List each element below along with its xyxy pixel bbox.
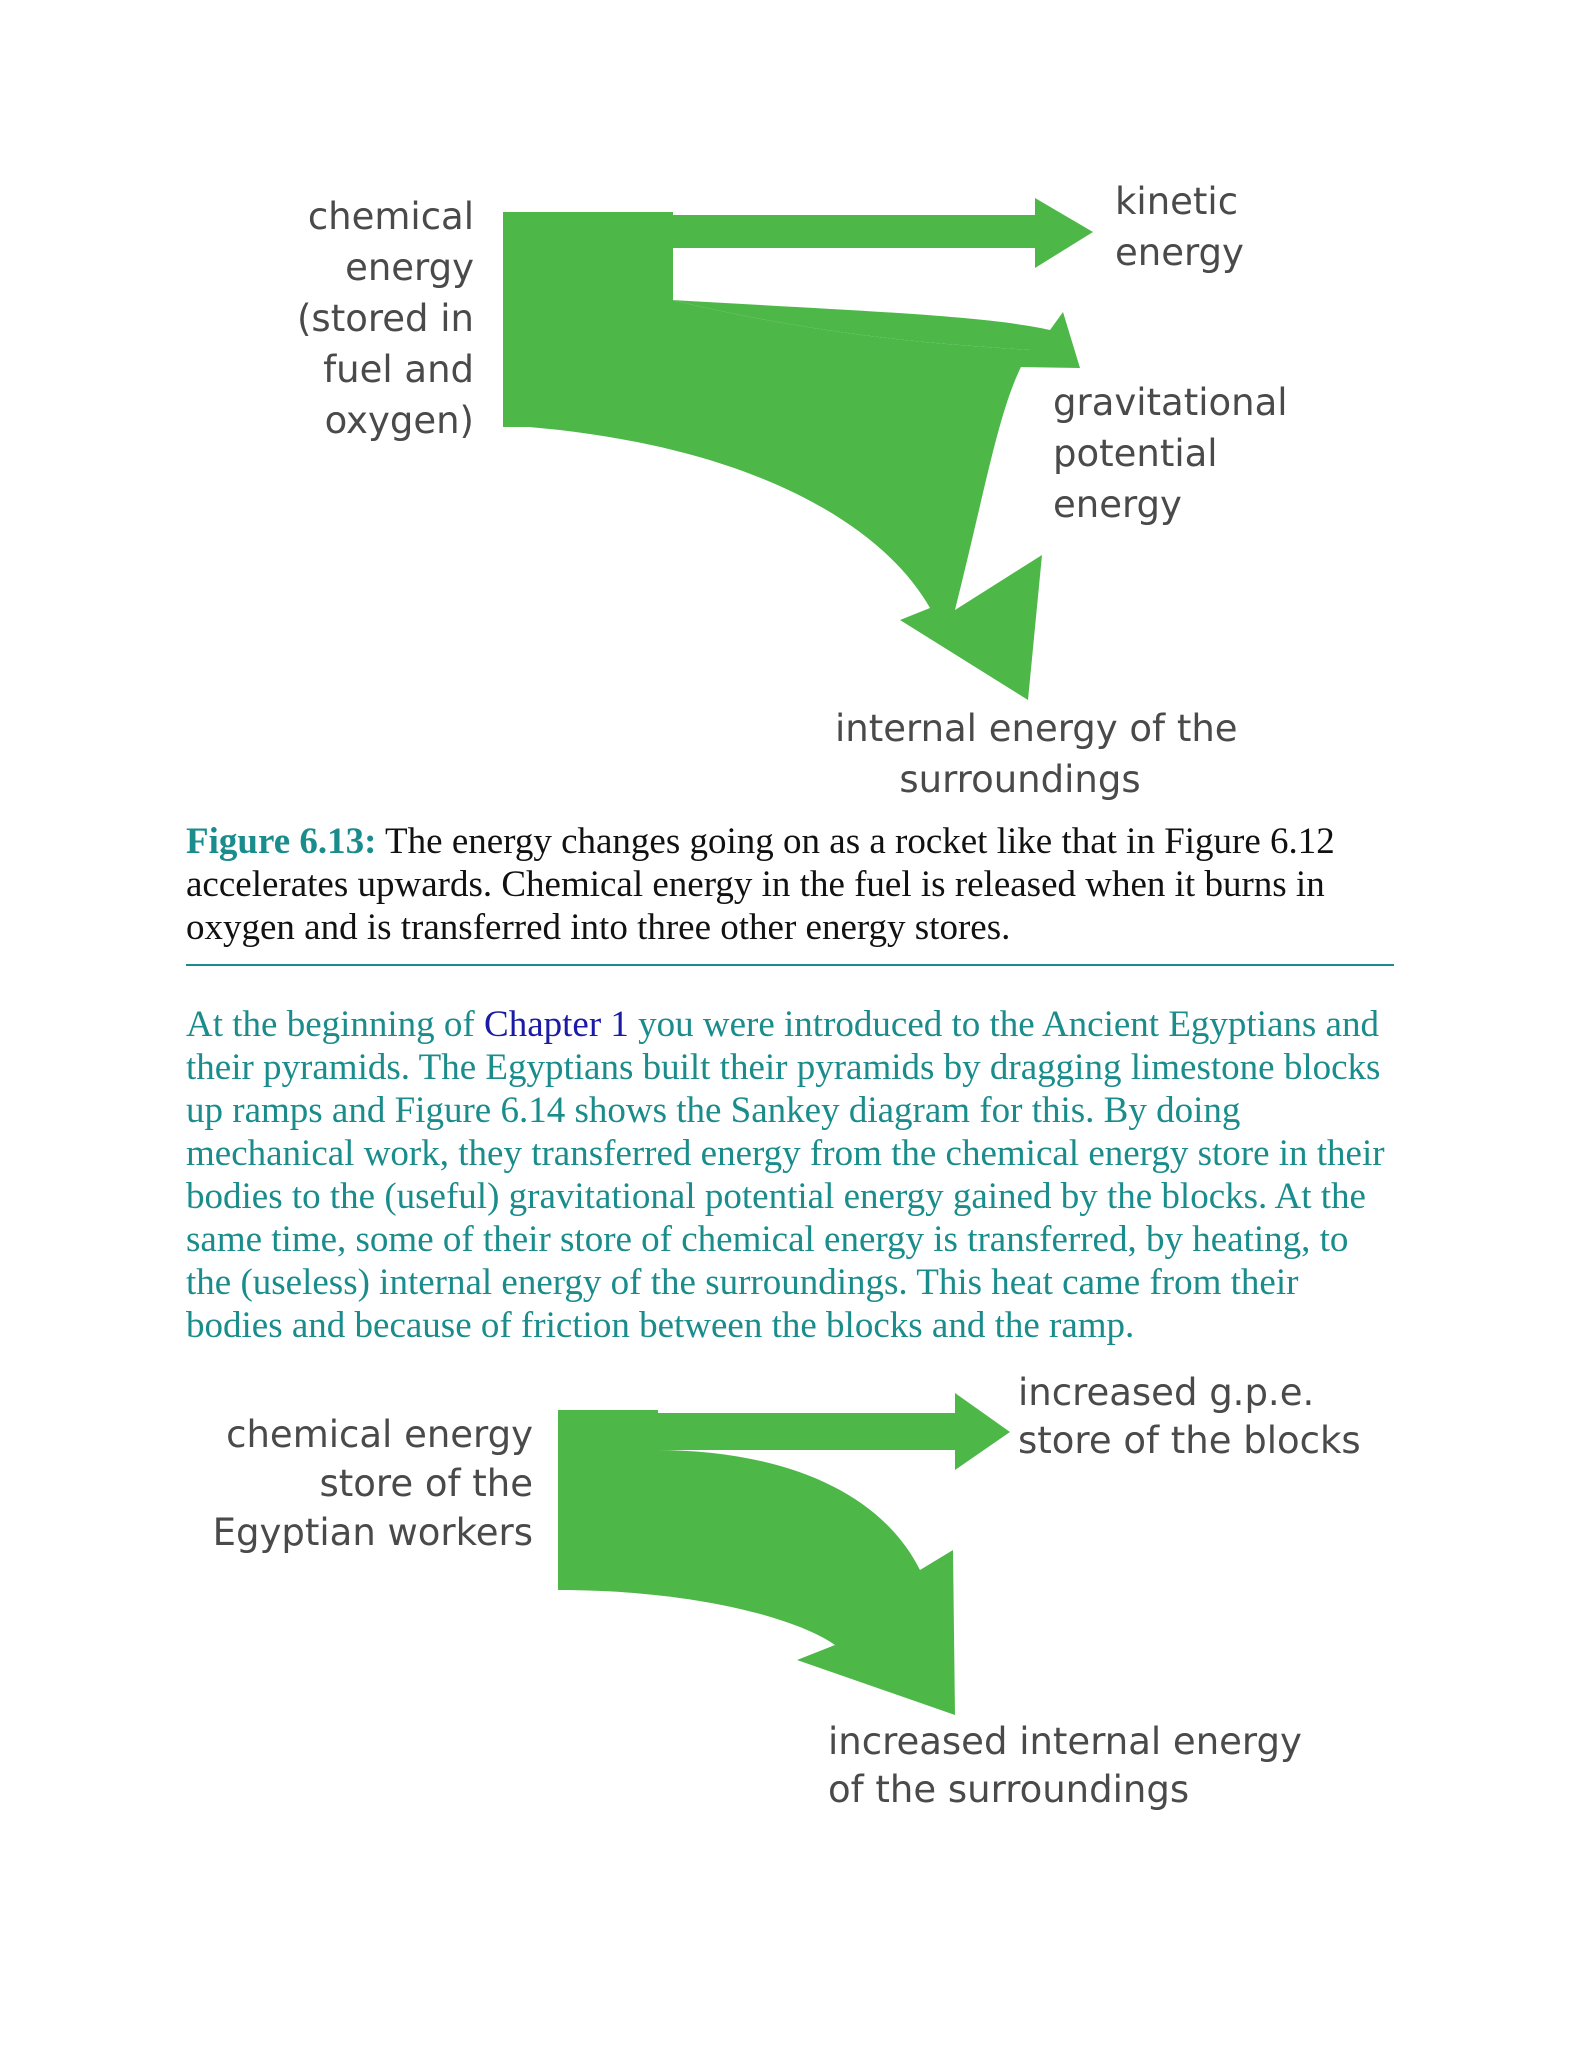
- caption-divider: [186, 964, 1394, 966]
- figure-caption: [186, 820, 1386, 949]
- caption-text: The energy changes going on as a rocket like that in Figure 6.12 accelerates upwards. Chemical energy in the fuel is released when it burns in oxygen and is transferred into three other energy stores.: [186, 821, 1335, 948]
- workers-chemical-energy-label: chemical energy store of the Egyptian workers: [212, 1413, 533, 1554]
- internal-energy-label: internal energy of the surroundings: [835, 707, 1238, 801]
- surroundings-internal-energy-label: increased internal energy of the surroundings: [828, 1720, 1302, 1811]
- figure-label: Figure 6.13:: [186, 821, 377, 862]
- chemical-energy-label: chemical energy (stored in fuel and oxygen): [297, 195, 474, 442]
- chemical-energy-source-block: [503, 212, 673, 427]
- kinetic-energy-label: kinetic energy: [1115, 180, 1244, 274]
- body-paragraph: At the beginning of Chapter 1 you were introduced to the Ancient Egyptians and their pyramids. The Egyptians built their pyramids by dragging limestone blocks up ramps and Figure 6.14 shows the Sankey diagram for this. By doing mechanical work, they transferred energy from the chemical energy store in their bodies to the (useful) gravitational potential energy gained by the blocks. At the same time, some of their store of chemical energy is transferred, by heating, to the (useless) internal energy of the surroundings. This heat came from their bodies and because of friction between the blocks and the ramp.: [186, 1004, 1385, 1346]
- gpe-label: gravitational potential energy: [1053, 381, 1288, 526]
- blocks-gpe-label: increased g.p.e. store of the blocks: [1018, 1371, 1361, 1462]
- chapter-1-link[interactable]: Chapter 1: [484, 1004, 629, 1045]
